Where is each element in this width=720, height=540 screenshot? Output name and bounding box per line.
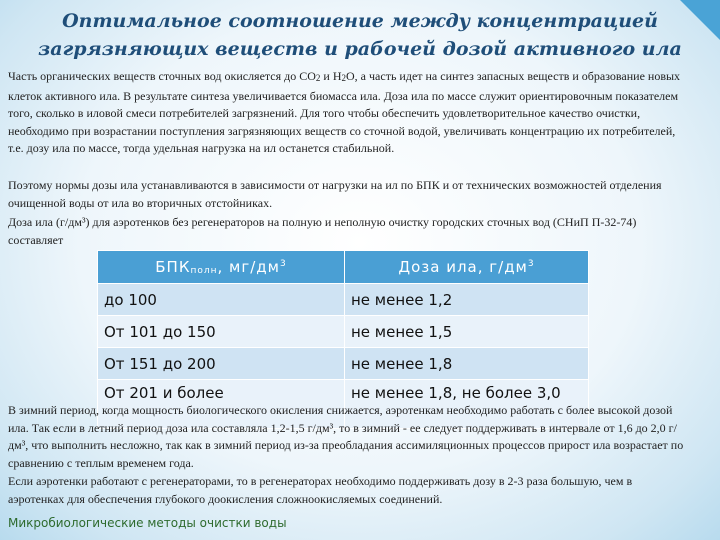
footer-caption: Микробиологические методы очистки воды	[8, 516, 287, 530]
cell-bpk: От 151 до 200	[98, 348, 345, 380]
header-bpk-sub: полн	[190, 266, 218, 276]
table-row	[98, 348, 589, 380]
header-bpk-main: БПК	[155, 258, 191, 276]
page-title-line2: загрязняющих веществ и рабочей дозой активного ила	[38, 38, 682, 60]
paragraph-oxidation	[8, 68, 684, 158]
subscript: 2	[341, 73, 347, 83]
header-bpk	[98, 251, 345, 284]
paragraph-text: О, а часть идет на синтез запасных веществ и образование новых клеток активного ила. В результате синтеза увеличивается биомасса ила. Доза ила по массе служит ориентировочным показателем того, сколько в иловой смеси потребителей загрязнений. Для того чтобы обеспечить удовлетворительное качество очистки, необходимо при возрастании поступления загрязняющих веществ со сточной водой, увеличивать концентрацию их потребителей, т.е. дозу ила по массе, тогда удельная нагрузка на ил останется стабильной.	[8, 69, 681, 155]
header-bpk-unit: , мг/дм	[217, 258, 280, 276]
table-row	[98, 284, 589, 316]
cell-dose: не менее 1,8, не более 3,0	[345, 380, 589, 429]
cell-bpk: От 101 до 150	[98, 316, 345, 348]
paragraph-winter: В зимний период, когда мощность биологического окисления снижается, аэротенкам необходимо работать с более высокой дозой ила. Так если в летний период доза ила составляла 1,2-1,5 г/дм³, то в зимний - ее следует поддерживать в интервале от 1,6 до 2,0 г/дм³, что выполнить несложно, так как в зимний период из-за преобладания ассимиляционных процессов прирост ила возрастает по сравнению с теплым временем года.	[8, 403, 684, 470]
paragraph-regenerators: Если аэротенки работают с регенераторами, то в регенераторах необходимо поддерживать дозу в 2-3 раза большую, чем в аэротенках для обеспечения глубокого доокисления сложноокисляемых соединений.	[8, 474, 633, 506]
paragraph-text: Часть органических веществ сточных вод окисляется до СО	[8, 69, 316, 83]
paragraph-norms: Поэтому нормы дозы ила устанавливаются в зависимости от нагрузки на ил по БПК и от технических возможностей отделения очищенной воды от ила во вторичных отстойниках.	[8, 178, 662, 210]
header-dose	[345, 251, 589, 284]
paragraph-text: и Н	[320, 69, 342, 83]
cell-bpk: до 100	[98, 284, 345, 316]
table-header-row	[98, 251, 589, 284]
header-dose-sup: 3	[527, 259, 535, 269]
header-bpk-sup: 3	[280, 259, 287, 269]
header-dose-main: Доза ила, г/дм	[398, 258, 528, 276]
cell-dose: не менее 1,8	[345, 348, 589, 380]
subscript: 2	[315, 73, 321, 83]
cell-dose: не менее 1,2	[345, 284, 589, 316]
cell-bpk: От 201 и более	[98, 380, 345, 429]
cell-dose: не менее 1,5	[345, 316, 589, 348]
table-row	[98, 316, 589, 348]
page-title-line1: Оптимальное соотношение между концентрацией	[62, 10, 658, 32]
paragraph-dose-intro: Доза ила (г/дм³) для аэротенков без регенераторов на полную и неполную очистку городских сточных вод (СНиП П-32-74) составляет	[8, 215, 637, 247]
